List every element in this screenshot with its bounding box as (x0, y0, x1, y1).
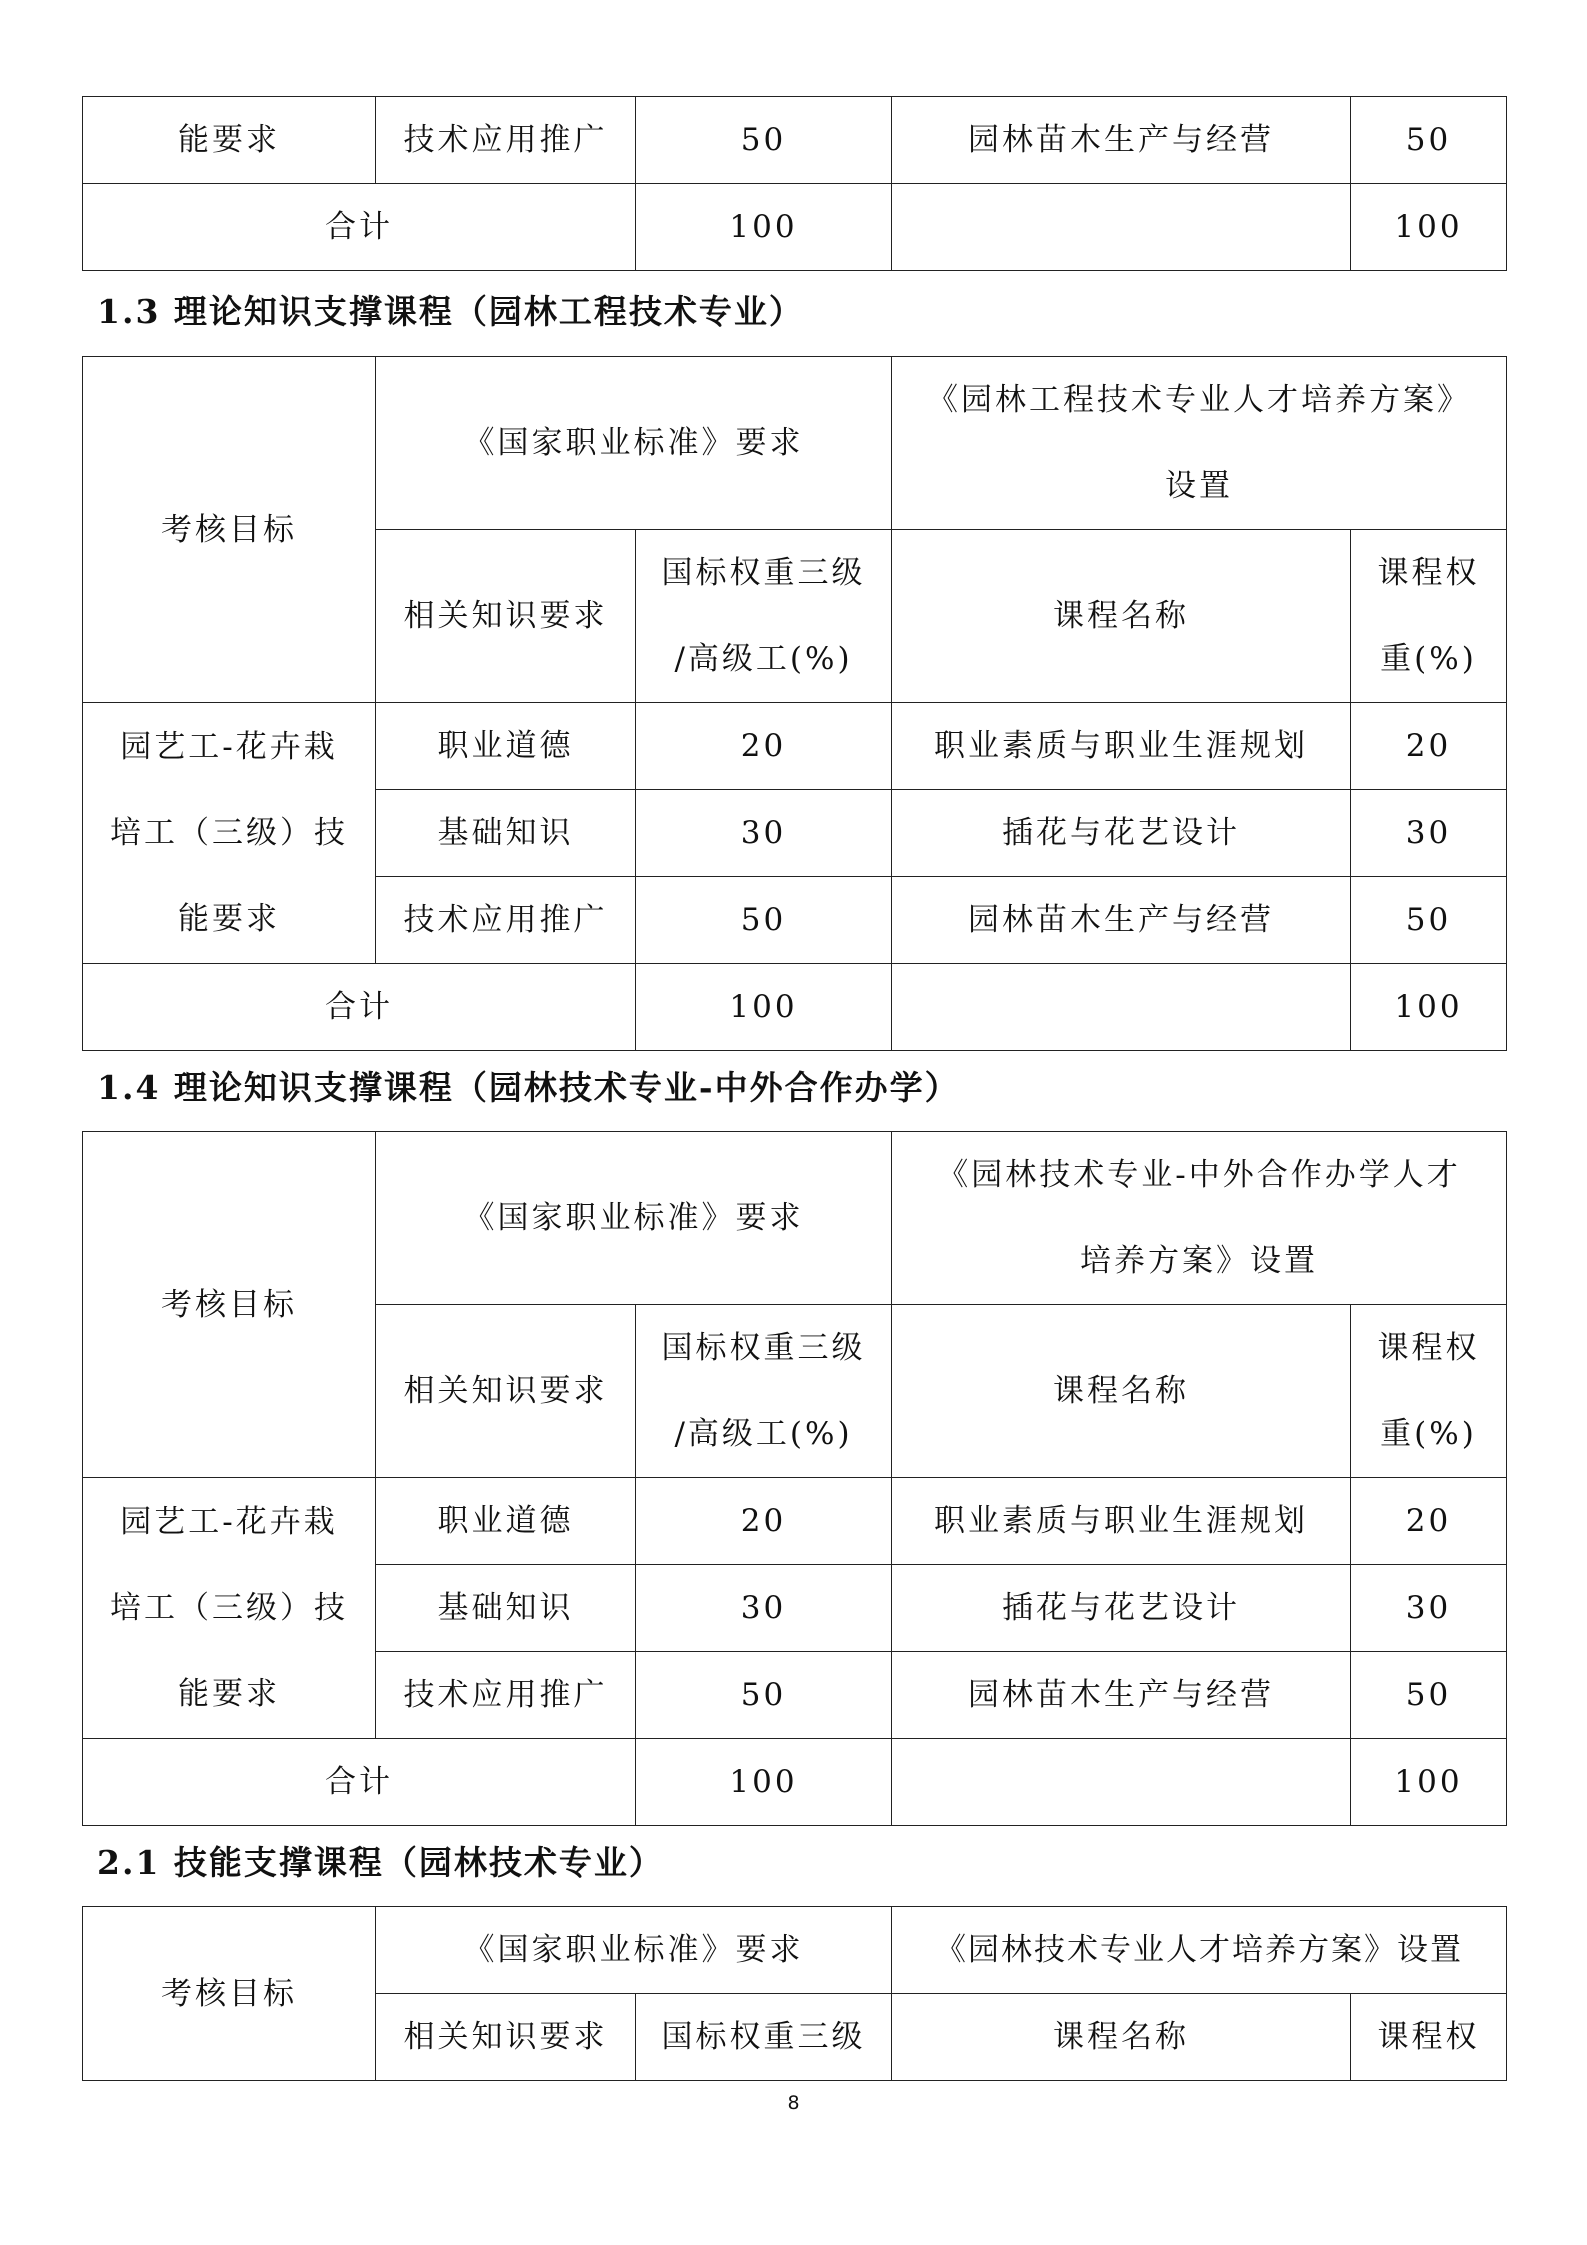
national-standard-header: 《国家职业标准》要求 (376, 1132, 892, 1305)
total-course-weight: 100 (1351, 1739, 1507, 1826)
national-weight-cell: 30 (636, 790, 892, 877)
total-row (83, 184, 1507, 271)
course-cell: 职业素质与职业生涯规划 (892, 703, 1351, 790)
plan-header-line1: 《园林技术专业-中外合作办学人才 (937, 1157, 1461, 1193)
national-weight-cell: 20 (636, 703, 892, 790)
target-cell: 能要求 (83, 97, 376, 184)
table-1-3 (82, 356, 1507, 1051)
page-number: 8 (787, 2092, 800, 2114)
course-weight-header (1351, 530, 1507, 703)
target-header: 考核目标 (83, 1132, 376, 1478)
target-line: 园艺工-花卉栽 (120, 729, 338, 765)
national-weight-cell: 50 (636, 1652, 892, 1739)
total-national-weight: 100 (636, 1739, 892, 1826)
national-weight-header: 国标权重三级 (636, 1994, 892, 2081)
table-2-1 (82, 1906, 1507, 2081)
course-cell: 插花与花艺设计 (892, 790, 1351, 877)
header-row (83, 1907, 1507, 1994)
course-cell: 插花与花艺设计 (892, 1565, 1351, 1652)
national-weight-header-line1: 国标权重三级 (661, 1330, 866, 1366)
knowledge-cell: 职业道德 (376, 1478, 636, 1565)
related-knowledge-header: 相关知识要求 (376, 1994, 636, 2081)
course-weight-header: 课程权 (1351, 1994, 1507, 2081)
total-label: 合计 (83, 1739, 636, 1826)
course-weight-header-line2: 重(%) (1380, 641, 1477, 677)
course-cell: 园林苗木生产与经营 (892, 97, 1351, 184)
national-standard-header: 《国家职业标准》要求 (376, 357, 892, 530)
plan-header (892, 357, 1507, 530)
total-course (892, 964, 1351, 1051)
course-cell: 园林苗木生产与经营 (892, 1652, 1351, 1739)
knowledge-cell: 技术应用推广 (376, 877, 636, 964)
target-line: 培工（三级）技 (110, 815, 348, 851)
total-course-weight: 100 (1351, 184, 1507, 271)
target-cell (83, 703, 376, 964)
knowledge-cell: 技术应用推广 (376, 97, 636, 184)
target-line: 园艺工-花卉栽 (120, 1504, 338, 1540)
course-weight-cell: 30 (1351, 790, 1507, 877)
course-weight-cell: 30 (1351, 1565, 1507, 1652)
total-course (892, 1739, 1351, 1826)
total-course (892, 184, 1351, 271)
course-cell: 职业素质与职业生涯规划 (892, 1478, 1351, 1565)
total-label: 合计 (83, 964, 636, 1051)
header-row (83, 357, 1507, 530)
table-row (83, 703, 1507, 790)
national-weight-header (636, 530, 892, 703)
target-cell (83, 1478, 376, 1739)
total-national-weight: 100 (636, 184, 892, 271)
national-weight-header (636, 1305, 892, 1478)
national-weight-header-line1: 国标权重三级 (661, 555, 866, 591)
knowledge-cell: 基础知识 (376, 1565, 636, 1652)
national-weight-cell: 50 (636, 97, 892, 184)
course-weight-header-line2: 重(%) (1380, 1416, 1477, 1452)
target-line: 培工（三级）技 (110, 1590, 348, 1626)
knowledge-cell: 基础知识 (376, 790, 636, 877)
plan-header: 《园林技术专业人才培养方案》设置 (892, 1907, 1507, 1994)
total-course-weight: 100 (1351, 964, 1507, 1051)
knowledge-cell: 技术应用推广 (376, 1652, 636, 1739)
section-heading-1-3: 1.3 理论知识支撑课程（园林工程技术专业） (97, 292, 804, 331)
course-weight-header-line1: 课程权 (1377, 1330, 1480, 1366)
target-line: 能要求 (178, 1676, 280, 1712)
plan-header-line2: 培养方案》设置 (1080, 1243, 1318, 1279)
continued-table (82, 96, 1507, 271)
course-weight-cell: 50 (1351, 97, 1507, 184)
course-weight-cell: 50 (1351, 1652, 1507, 1739)
table-row (83, 1478, 1507, 1565)
course-weight-cell: 20 (1351, 1478, 1507, 1565)
target-line: 能要求 (178, 901, 280, 937)
knowledge-cell: 职业道德 (376, 703, 636, 790)
section-heading-2-1: 2.1 技能支撑课程（园林技术专业） (97, 1843, 664, 1882)
national-weight-header-line2: /高级工(%) (674, 1416, 853, 1452)
course-weight-header-line1: 课程权 (1377, 555, 1480, 591)
national-weight-header-line2: /高级工(%) (674, 641, 853, 677)
national-weight-cell: 20 (636, 1478, 892, 1565)
table-row (83, 97, 1507, 184)
header-row (83, 1132, 1507, 1305)
target-header: 考核目标 (83, 357, 376, 703)
national-standard-header: 《国家职业标准》要求 (376, 1907, 892, 1994)
course-name-header: 课程名称 (892, 1305, 1351, 1478)
plan-header-line1: 《园林工程技术专业人才培养方案》 (927, 382, 1471, 418)
section-heading-1-4: 1.4 理论知识支撑课程（园林技术专业-中外合作办学） (97, 1068, 960, 1107)
national-weight-cell: 50 (636, 877, 892, 964)
total-row (83, 1739, 1507, 1826)
course-weight-cell: 20 (1351, 703, 1507, 790)
national-weight-cell: 30 (636, 1565, 892, 1652)
plan-header-line2: 设置 (1165, 468, 1233, 504)
course-name-header: 课程名称 (892, 530, 1351, 703)
total-label: 合计 (83, 184, 636, 271)
related-knowledge-header: 相关知识要求 (376, 530, 636, 703)
total-row (83, 964, 1507, 1051)
total-national-weight: 100 (636, 964, 892, 1051)
course-weight-header (1351, 1305, 1507, 1478)
course-weight-cell: 50 (1351, 877, 1507, 964)
course-name-header: 课程名称 (892, 1994, 1351, 2081)
course-cell: 园林苗木生产与经营 (892, 877, 1351, 964)
plan-header (892, 1132, 1507, 1305)
table-1-4 (82, 1131, 1507, 1826)
target-header: 考核目标 (83, 1907, 376, 2081)
related-knowledge-header: 相关知识要求 (376, 1305, 636, 1478)
